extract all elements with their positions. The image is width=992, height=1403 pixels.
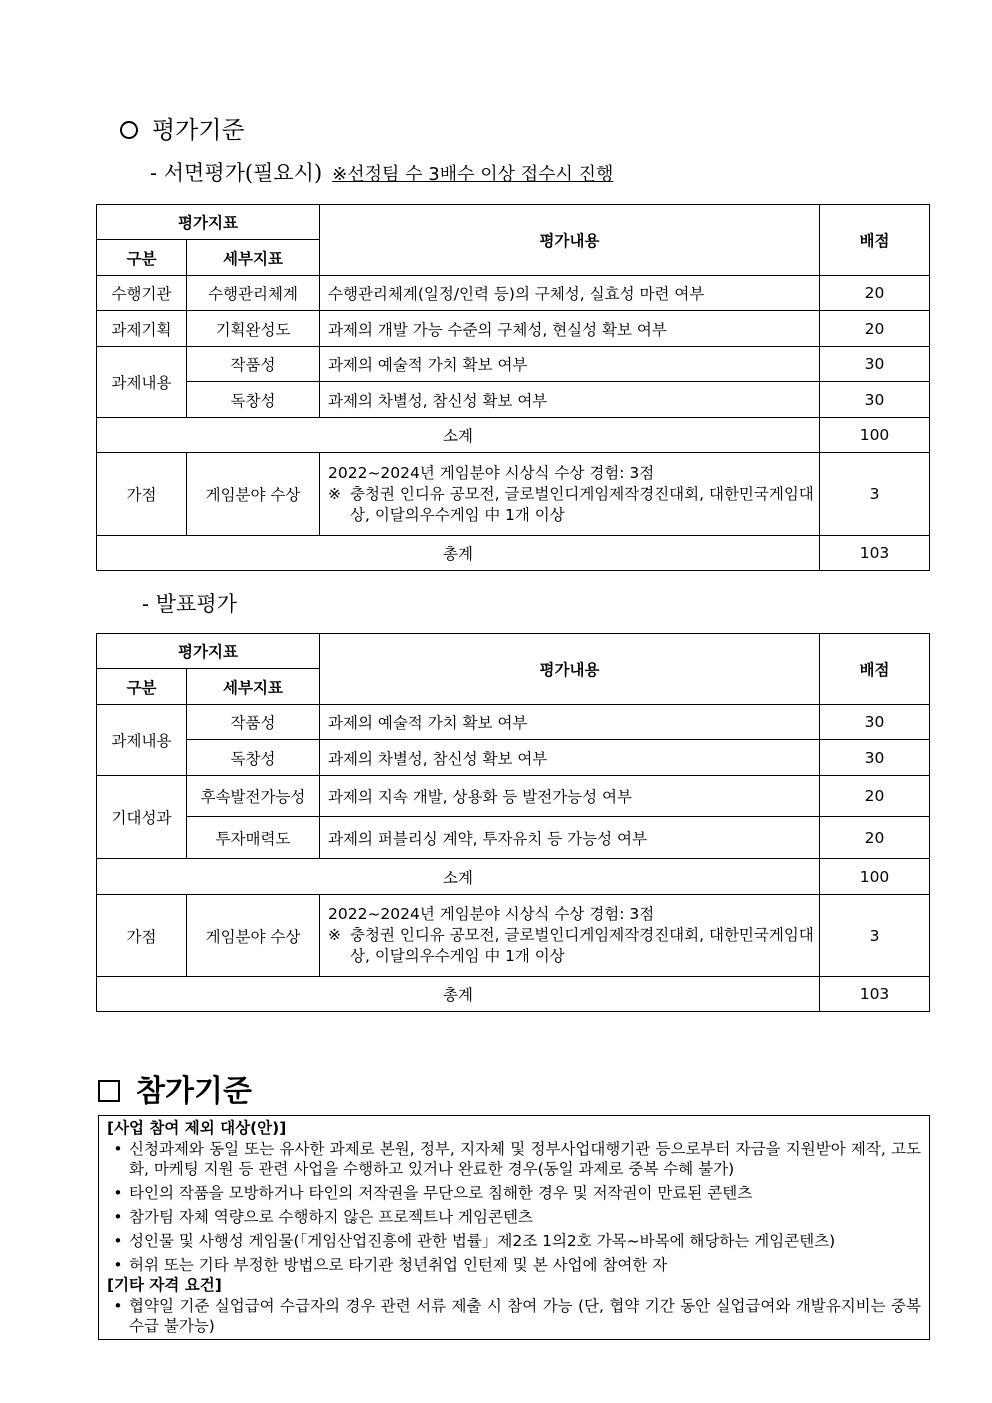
table-row: 독창성 과제의 차별성, 참신성 확보 여부 30 [97, 740, 930, 776]
list-item: • 타인의 작품을 모방하거나 타인의 저작권을 무단으로 침해한 경우 및 저작권이 만료된 콘텐츠 [113, 1184, 753, 1202]
header-category: 구분 [97, 669, 187, 705]
presentation-eval-table [96, 633, 930, 1012]
other-requirements-title: [기타 자격 요건] [107, 1276, 222, 1294]
participation-heading: 참가기준 [98, 1066, 252, 1110]
presentation-eval-title: - 발표평가 [142, 592, 237, 616]
total-row: 총계 103 [97, 536, 930, 571]
total-row: 총계 103 [97, 977, 930, 1012]
table-row: 과제기획 기획완성도 과제의 개발 가능 수준의 구체성, 현실성 확보 여부 20 [97, 311, 930, 347]
table-row: 투자매력도 과제의 퍼블리싱 계약, 투자유치 등 가능성 여부 20 [97, 817, 930, 859]
subtotal-row: 소계 100 [97, 859, 930, 895]
table-row: 과제내용 작품성 과제의 예술적 가치 확보 여부 30 [97, 705, 930, 740]
header-indicator: 평가지표 [97, 634, 320, 669]
written-eval-table [96, 204, 930, 571]
header-detail: 세부지표 [187, 669, 320, 705]
written-eval-title: - 서면평가(필요시) ※선정팀 수 3배수 이상 접수시 진행 [150, 161, 614, 185]
list-item: • 신청과제와 동일 또는 유사한 과제로 본원, 정부, 지자체 및 정부사업대행기관 등으로부터 자금을 지원받아 제작, 고도화, 마케팅 지원 등 관련 사업을 수행하고 있거나 완료한 경우(동일 과제로 중복 수혜 불가) [113, 1140, 921, 1178]
header-score: 배점 [820, 634, 930, 705]
table-row: 과제내용 작품성 과제의 예술적 가치 확보 여부 30 [97, 347, 930, 382]
table-row: 기대성과 후속발전가능성 과제의 지속 개발, 상용화 등 발전가능성 여부 20 [97, 776, 930, 817]
subtotal-row: 소계 100 [97, 418, 930, 453]
bonus-row: 가점 게임분야 수상 2022~2024년 게임분야 시상식 수상 경험: 3점 ※ 충청권 인디유 공모전, 글로벌인디게임제작경진대회, 대한민국게임대상, 이달의우수게임 中 1개 이상 3 [97, 453, 930, 536]
header-detail: 세부지표 [187, 240, 320, 276]
list-item: • 성인물 및 사행성 게임물(「게임산업진흥에 관한 법률」제2조 1의2호 가목~바목에 해당하는 게임콘텐츠) [113, 1232, 836, 1250]
list-item: • 허위 또는 기타 부정한 방법으로 타기관 청년취업 인턴제 및 본 사업에 참여한 자 [113, 1256, 668, 1274]
circle-bullet-icon [120, 121, 138, 139]
criteria-heading: 평가기준 [120, 110, 245, 145]
list-item: • 참가팀 자체 역량으로 수행하지 않은 프로젝트나 게임콘텐츠 [113, 1208, 533, 1226]
table-row: 수행기관 수행관리체계 수행관리체계(일정/인력 등)의 구체성, 실효성 마련 여부 20 [97, 276, 930, 311]
table-row: 독창성 과제의 차별성, 참신성 확보 여부 30 [97, 382, 930, 418]
list-item: • 협약일 기준 실업급여 수급자의 경우 관련 서류 제출 시 참여 가능 (단, 협약 기간 동안 실업급여와 개발유지비는 중복 수급 불가능) [113, 1297, 921, 1335]
participation-notice-box [98, 1115, 930, 1340]
header-score: 배점 [820, 205, 930, 276]
square-bullet-icon [98, 1080, 120, 1102]
excluded-title: [사업 참여 제외 대상(안)] [107, 1119, 287, 1137]
bonus-row: 가점 게임분야 수상 2022~2024년 게임분야 시상식 수상 경험: 3점 ※ 충청권 인디유 공모전, 글로벌인디게임제작경진대회, 대한민국게임대상, 이달의우수게임 中 1개 이상 3 [97, 895, 930, 977]
header-content: 평가내용 [320, 205, 820, 276]
written-eval-note: ※선정팀 수 3배수 이상 접수시 진행 [332, 164, 614, 185]
header-category: 구분 [97, 240, 187, 276]
header-content: 평가내용 [320, 634, 820, 705]
header-indicator: 평가지표 [97, 205, 320, 240]
